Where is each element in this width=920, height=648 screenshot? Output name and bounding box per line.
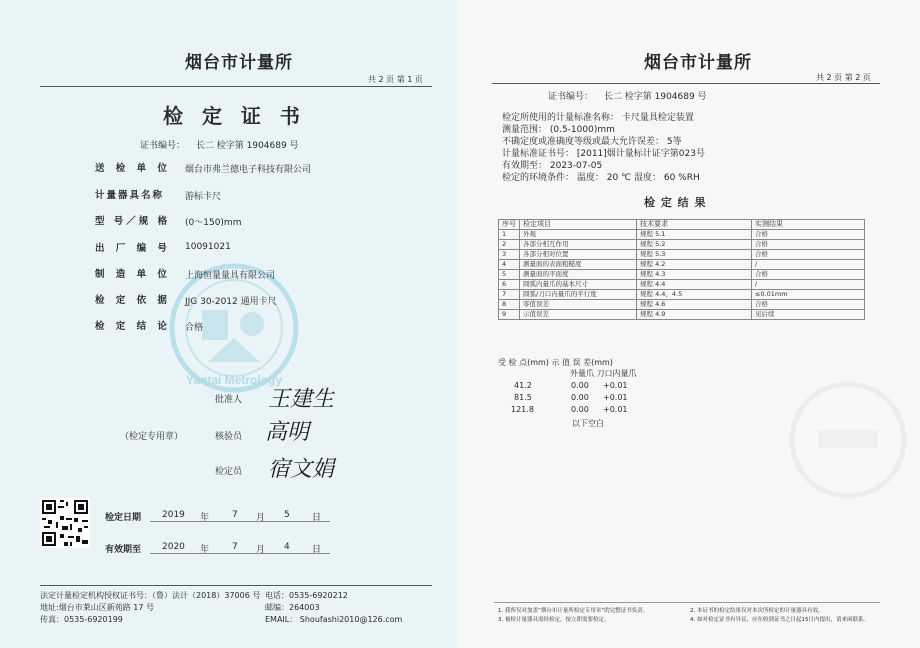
table-row <box>499 280 865 290</box>
page-info-2: 共 2 页 第 2 页 <box>816 73 871 82</box>
certificate-title: 检 定 证 书 <box>163 104 306 128</box>
valid-label: 有效期至 <box>105 545 142 555</box>
blank-note: 以下空白 <box>572 419 604 428</box>
date-year: 2019 <box>162 510 185 520</box>
table-row <box>499 310 865 320</box>
footer-email: EMAIL： Shoufashi2010@126.com <box>265 615 403 624</box>
error-inner: +0.01 <box>603 381 628 390</box>
error-outer: 0.00 <box>571 405 589 414</box>
error-header-main: 受 检 点(mm) 示 值 误 差(mm) <box>498 358 613 367</box>
note-3: 3. 被检计量器具需经检定，按立即需要检定。 <box>498 617 610 623</box>
table-cell: 见后续 <box>752 310 865 320</box>
error-inner: +0.01 <box>603 393 628 402</box>
error-point: 121.8 <box>511 405 534 414</box>
table-header-cell: 实测结果 <box>752 220 865 230</box>
date-day-unit: 日 <box>312 513 322 523</box>
table-cell: ≤0.01mm <box>752 290 865 300</box>
date-underline <box>150 521 330 522</box>
table-row <box>499 230 865 240</box>
table-cell: 规程 4.4、4.5 <box>637 290 752 300</box>
table-cell: 4 <box>499 260 520 270</box>
info-valid-until: 有效期至： 2023-07-05 <box>502 161 603 171</box>
footer-postcode: 邮编：264003 <box>265 603 320 612</box>
field-value-instrument: 游标卡尺 <box>185 192 222 202</box>
footer-auth: 法定计量检定机构授权证书号：（鲁）法计（2018）37006 号 <box>40 591 261 600</box>
certificate-page-2 <box>458 0 920 648</box>
field-value-serial: 10091021 <box>185 242 231 252</box>
table-cell: 规程 5.1 <box>637 230 752 240</box>
error-outer: 0.00 <box>571 381 589 390</box>
cert-number-2 <box>548 89 707 102</box>
date-month: 7 <box>232 510 238 520</box>
table-header-cell: 序号 <box>499 220 520 230</box>
error-point: 41.2 <box>514 381 532 390</box>
table-cell: 外观 <box>520 230 637 240</box>
stamp-text: Yantai Metrology <box>185 373 283 387</box>
error-inner: +0.01 <box>603 405 628 414</box>
date-day: 5 <box>284 510 290 520</box>
table-cell: 各部分相互作用 <box>520 240 637 250</box>
approver-signature: 王建生 <box>268 387 335 412</box>
table-cell: 9 <box>499 310 520 320</box>
footer-rule <box>40 585 432 586</box>
field-label-model: 型 号／规 格 <box>95 216 171 227</box>
table-header-cell: 技术要求 <box>637 220 752 230</box>
info-range: 测量范围： (0.5-1000)mm <box>502 125 615 135</box>
field-label-manufacturer: 制 造 单 位 <box>95 269 171 280</box>
header-rule-2 <box>492 83 880 84</box>
checker-signature: 高明 <box>265 420 310 445</box>
note-1: 1. 我所仅对加盖“烟台市计量所检定专用章”的完整证书负责。 <box>498 608 649 614</box>
table-cell: 合格 <box>752 300 865 310</box>
error-point: 81.5 <box>514 393 532 402</box>
checker-label: 核验员 <box>215 432 243 442</box>
table-cell: / <box>752 260 865 270</box>
date-year-unit: 年 <box>200 513 210 523</box>
table-cell: 测量面的表面粗糙度 <box>520 260 637 270</box>
date-label: 检定日期 <box>105 513 142 523</box>
table-row <box>499 260 865 270</box>
field-label-conclusion: 检 定 结 论 <box>95 321 171 332</box>
cert-number <box>140 138 299 151</box>
table-cell: 各部分相对位置 <box>520 250 637 260</box>
table-cell: 合格 <box>752 230 865 240</box>
field-label-serial: 出 厂 编 号 <box>95 243 171 254</box>
table-cell: 零值误差 <box>520 300 637 310</box>
valid-month-unit: 月 <box>256 545 266 555</box>
footer-address: 地址:烟台市莱山区新苑路 17 号 <box>40 603 154 612</box>
table-cell: 规程 5.3 <box>637 250 752 260</box>
error-outer: 0.00 <box>571 393 589 402</box>
date-month-unit: 月 <box>256 513 266 523</box>
table-header-cell: 检定项目 <box>520 220 637 230</box>
note-2: 2. 本证书的检定结果仅对本次所检定的计量器具有效。 <box>690 608 824 614</box>
table-cell: 示值误差 <box>520 310 637 320</box>
info-standard-cert: 计量标准证书号： [2011]烟计量标计证字第023号 <box>502 149 705 159</box>
verifier-signature: 宿文娟 <box>268 457 335 482</box>
institute-name: 烟台市计量所 <box>185 53 293 73</box>
table-header-row <box>499 220 865 230</box>
page-info: 共 2 页 第 1 页 <box>368 75 423 84</box>
table-cell: 2 <box>499 240 520 250</box>
table-row <box>499 270 865 280</box>
table-cell: 1 <box>499 230 520 240</box>
results-table <box>498 219 865 320</box>
table-row <box>499 300 865 310</box>
watermark-stamp <box>788 380 908 500</box>
table-cell: / <box>752 280 865 290</box>
table-cell: 5 <box>499 270 520 280</box>
table-cell: 合格 <box>752 250 865 260</box>
cert-number-value-2: 长二 检字第 1904689 号 <box>603 92 707 102</box>
certificate-page-1 <box>0 0 458 648</box>
field-label-sender: 送 检 单 位 <box>95 163 171 174</box>
valid-underline <box>150 553 330 554</box>
table-cell: 圆弧/刀口内量爪的平行度 <box>520 290 637 300</box>
valid-day: 4 <box>284 542 290 552</box>
field-value-basis: JJG 30-2012 通用卡尺 <box>185 297 277 307</box>
info-uncertainty: 不确定度或准确度等级或最大允许误差： 5等 <box>502 137 682 147</box>
results-title: 检 定 结 果 <box>644 196 707 209</box>
seal-note: （检定专用章） <box>120 432 184 442</box>
institute-name-2: 烟台市计量所 <box>644 53 752 73</box>
table-cell: 圆弧内量爪的基本尺寸 <box>520 280 637 290</box>
approver-label: 批准人 <box>215 395 243 405</box>
verifier-label: 检定员 <box>215 467 243 477</box>
valid-year: 2020 <box>162 542 185 552</box>
table-cell: 规程 4.3 <box>637 270 752 280</box>
field-value-conclusion: 合格 <box>185 323 204 333</box>
cert-number-value: 长二 检字第 1904689 号 <box>195 141 299 151</box>
valid-day-unit: 日 <box>312 545 322 555</box>
table-cell: 合格 <box>752 270 865 280</box>
table-cell: 规程 4.2 <box>637 260 752 270</box>
field-value-sender: 烟台市弗兰德电子科技有限公司 <box>185 165 312 175</box>
table-row <box>499 290 865 300</box>
valid-year-unit: 年 <box>200 545 210 555</box>
table-cell: 合格 <box>752 240 865 250</box>
table-cell: 测量面的平面度 <box>520 270 637 280</box>
table-row <box>499 240 865 250</box>
field-value-manufacturer: 上海恒量量具有限公司 <box>185 271 276 281</box>
info-environment: 检定的环境条件： 温度： 20 ℃ 湿度： 60 %RH <box>502 173 700 183</box>
note-4: 4. 如对检定证书有异议，应在收到证书之日起15日内提出，请来函联系。 <box>690 617 869 623</box>
info-standard-name: 检定所使用的计量标准名称： 卡尺量具检定装置 <box>502 113 694 123</box>
footer-fax: 传真：0535-6920199 <box>40 615 123 624</box>
table-cell: 7 <box>499 290 520 300</box>
cert-number-label: 证书编号： <box>140 141 186 151</box>
error-header-sub: 外量爪 刀口内量爪 <box>570 369 637 378</box>
valid-month: 7 <box>232 542 238 552</box>
table-cell: 6 <box>499 280 520 290</box>
table-cell: 8 <box>499 300 520 310</box>
table-cell: 规程 5.2 <box>637 240 752 250</box>
table-cell: 规程 4.9 <box>637 310 752 320</box>
footer-phone: 电话：0535-6920212 <box>265 591 348 600</box>
qr-code <box>40 498 90 548</box>
table-cell: 规程 4.4 <box>637 280 752 290</box>
notes-rule <box>494 602 880 603</box>
cert-number-label-2: 证书编号： <box>548 92 594 102</box>
table-cell: 规程 4.6 <box>637 300 752 310</box>
table-cell: 3 <box>499 250 520 260</box>
table-row <box>499 250 865 260</box>
field-value-model: (0～150)mm <box>185 218 242 228</box>
field-label-basis: 检 定 依 据 <box>95 295 171 306</box>
field-label-instrument: 计量器具名称 <box>95 190 165 201</box>
header-rule <box>40 86 432 87</box>
